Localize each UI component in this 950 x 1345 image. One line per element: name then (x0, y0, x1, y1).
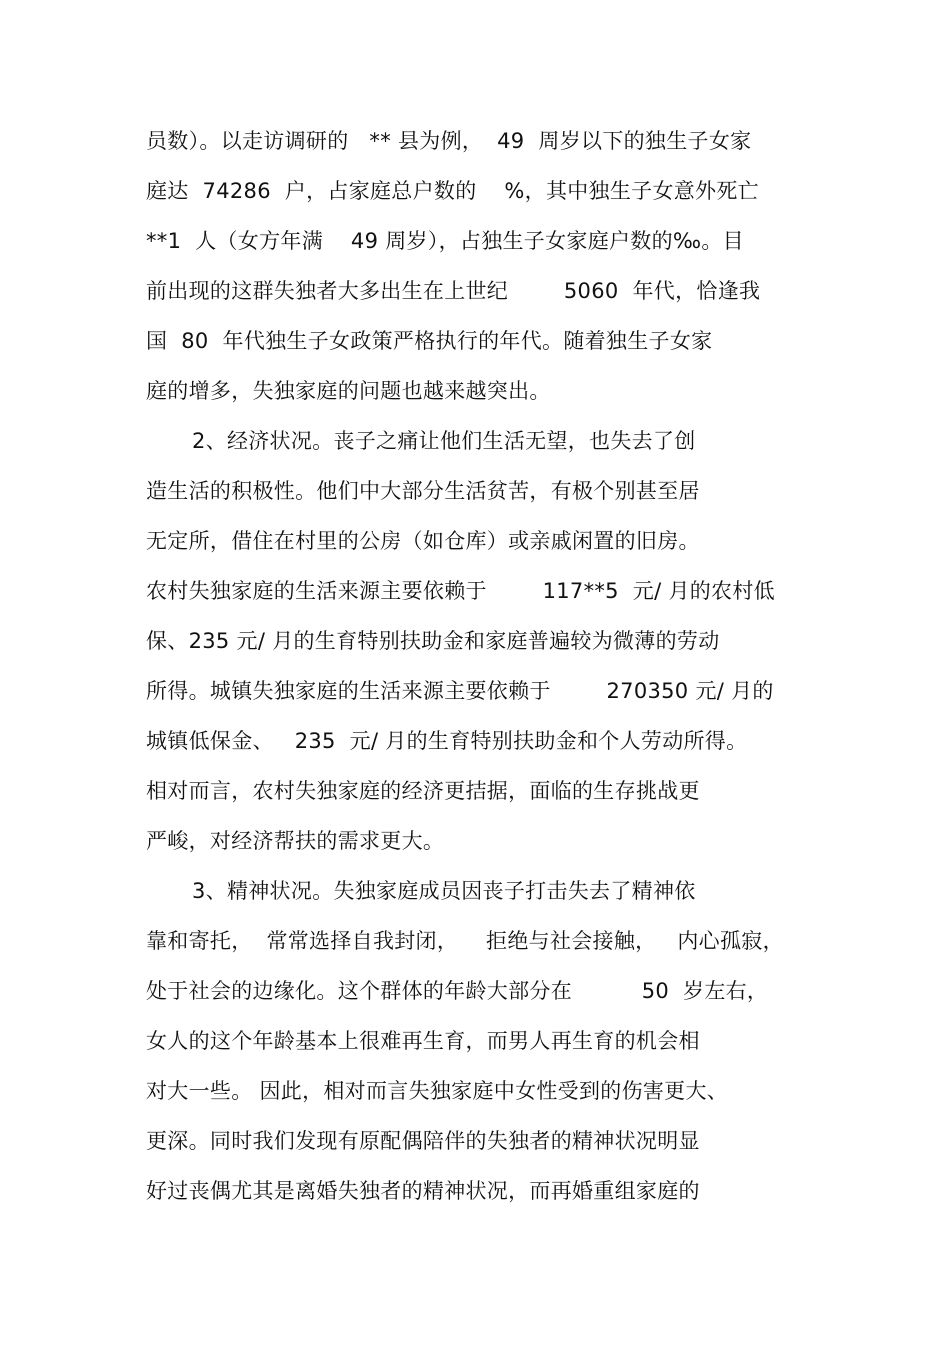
text-line: 农村失独家庭的生活来源主要依赖于 117**5 元/ 月的农村低 (146, 579, 775, 603)
text-line: 造生活的积极性。他们中大部分生活贫苦，有极个别甚至居 (146, 479, 700, 503)
paragraph-heading-mental: 3、精神状况。失独家庭成员因丧子打击失去了精神依 (192, 879, 696, 903)
text-line: 好过丧偶尤其是离婚失独者的精神状况，而再婚重组家庭的 (146, 1179, 700, 1203)
text-line: 庭的增多，失独家庭的问题也越来越突出。 (146, 379, 551, 403)
text-line: 员数）。以走访调研的 ** 县为例， 49 周岁以下的独生子女家 (146, 129, 752, 153)
text-line: 女人的这个年龄基本上很难再生育，而男人再生育的机会相 (146, 1029, 700, 1053)
text-line: 国 80 年代独生子女政策严格执行的年代。随着独生子女家 (146, 329, 713, 353)
paragraph-heading-economic: 2、经济状况。丧子之痛让他们生活无望，也失去了创 (192, 429, 696, 453)
text-line: 处于社会的边缘化。这个群体的年龄大部分在 50 岁左右， (146, 979, 769, 1003)
text-line: 更深。同时我们发现有原配偶陪伴的失独者的精神状况明显 (146, 1129, 700, 1153)
text-line: 城镇低保金、 235 元/ 月的生育特别扶助金和个人劳动所得。 (146, 729, 748, 753)
text-line: 前出现的这群失独者大多出生在上世纪 5060 年代，恰逢我 (146, 279, 761, 303)
body-text (146, 116, 846, 1216)
text-line: 对大一些。 因此，相对而言失独家庭中女性受到的伤害更大、 (146, 1079, 729, 1103)
text-line: 所得。城镇失独家庭的生活来源主要依赖于 270350 元/ 月的 (146, 679, 774, 703)
text-line: 靠和寄托， 常常选择自我封闭， 拒绝与社会接触， 内心孤寂， (146, 929, 784, 953)
text-line: 庭达 74286 户，占家庭总户数的 %，其中独生子女意外死亡 (146, 179, 759, 203)
text-line: 保、235 元/ 月的生育特别扶助金和家庭普遍较为微薄的劳动 (146, 629, 720, 653)
text-line: 严峻，对经济帮扶的需求更大。 (146, 829, 445, 853)
text-line: 无定所，借住在村里的公房（如仓库）或亲戚闲置的旧房。 (146, 529, 700, 553)
text-line: **1 人（女方年满 49 周岁），占独生子女家庭户数的‰。目 (146, 229, 744, 253)
text-line: 相对而言，农村失独家庭的经济更拮据，面临的生存挑战更 (146, 779, 700, 803)
